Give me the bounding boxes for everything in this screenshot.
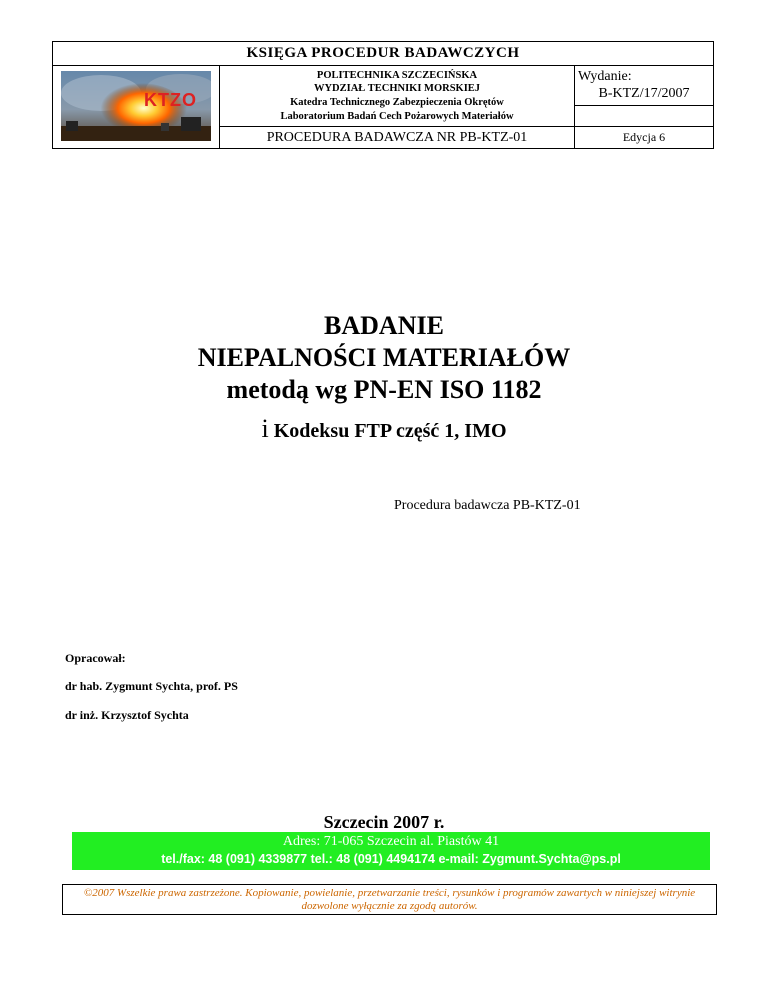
institution-cell: [220, 66, 575, 148]
book-title: KSIĘGA PROCEDUR BADAWCZYCH: [53, 42, 713, 66]
title-line-4: [0, 414, 768, 444]
wydanie-divider: [575, 105, 713, 106]
author-2: dr inż. Krzysztof Sychta: [65, 708, 189, 722]
wydanie-label: Wydanie:: [578, 69, 632, 84]
wydanie-value: B-KTZ/17/2007: [598, 86, 690, 101]
author-1: dr hab. Zygmunt Sychta, prof. PS: [65, 679, 238, 693]
title-line-1: BADANIE: [324, 311, 444, 340]
header-table: [52, 41, 714, 149]
wydanie-block: [575, 66, 713, 126]
procedure-number: PROCEDURA BADAWCZA NR PB-KTZ-01: [220, 126, 574, 148]
title-line-4-prefix: i: [261, 414, 269, 443]
laboratory-name: Laboratorium Badań Cech Pożarowych Materiałów: [280, 111, 514, 122]
edition-cell: [575, 66, 713, 148]
university-name: POLITECHNIKA SZCZECIŃSKA: [316, 70, 478, 81]
place-date: Szczecin 2007 r.: [323, 812, 445, 832]
contact-phones-email: tel./fax: 48 (091) 4339877 tel.: 48 (091) 4494174 e-mail: Zygmunt.Sychta@ps.pl: [161, 852, 621, 866]
title-line-2: NIEPALNOŚCI MATERIAŁÓW: [197, 343, 571, 372]
procedure-subtitle: Procedura badawcza PB-KTZ-01: [394, 498, 581, 513]
logo-cell: [53, 66, 220, 148]
faculty-name: WYDZIAŁ TECHNIKI MORSKIEJ: [313, 83, 481, 94]
authors-label: Opracował:: [65, 651, 126, 665]
copyright-text: ©2007 Wszelkie prawa zastrzeżone. Kopiowanie, powielanie, przetwarzanie treści, rysunków i programów zawartych w niniejszej witrynie dozwolone wyłącznie za zgodą autorów.: [83, 887, 696, 912]
department-name: Katedra Technicznego Zabezpieczenia Okrętów: [290, 97, 504, 108]
ktzo-logo-text: KTZO: [144, 90, 197, 110]
copyright-box: [62, 884, 717, 915]
edition-number: Edycja 6: [575, 126, 713, 148]
title-line-3: metodą wg PN-EN ISO 1182: [226, 375, 542, 404]
contact-address: Adres: 71-065 Szczecin al. Piastów 41: [282, 834, 500, 849]
title-line-4-rest: Kodeksu FTP część 1, IMO: [273, 420, 507, 442]
contact-bar: [72, 832, 710, 870]
